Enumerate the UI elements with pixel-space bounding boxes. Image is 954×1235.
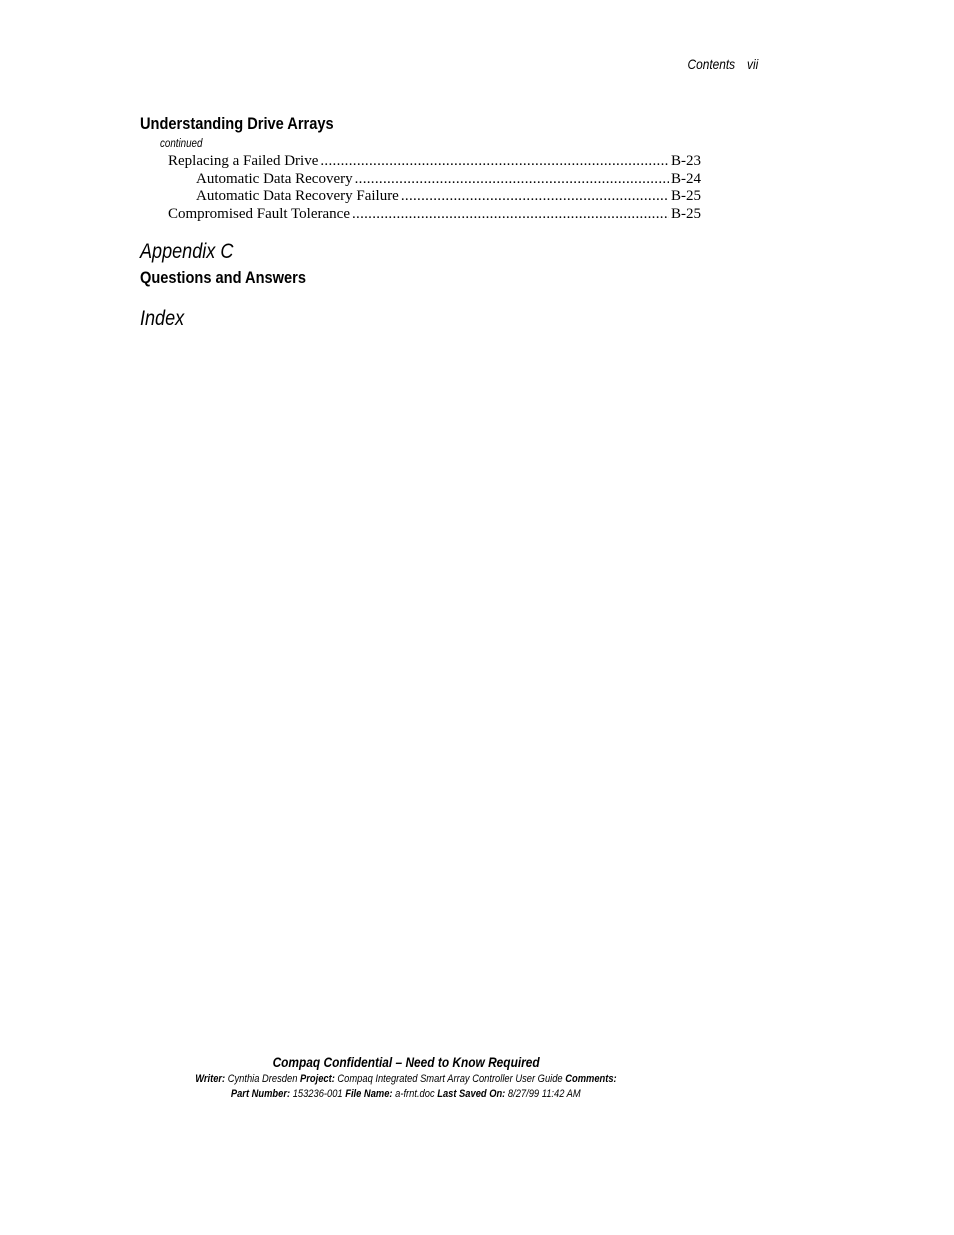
toc-entry-page: B-25 bbox=[671, 188, 701, 204]
toc-entry[interactable] bbox=[0, 188, 954, 206]
section-title: Understanding Drive Arrays bbox=[140, 114, 334, 133]
header-page-number: vii bbox=[746, 56, 758, 72]
footer-writer: Cynthia Dresden bbox=[227, 1073, 298, 1085]
footer-writer-label: Writer: bbox=[195, 1073, 226, 1085]
footer-part-number-label: Part Number: bbox=[231, 1088, 291, 1100]
toc-leader bbox=[352, 206, 669, 224]
toc-entry[interactable] bbox=[0, 206, 954, 224]
footer-confidential bbox=[0, 1054, 812, 1070]
toc-leader bbox=[355, 171, 669, 189]
toc-entry-text: Compromised Fault Tolerance bbox=[168, 205, 350, 222]
footer-line-1 bbox=[0, 1073, 812, 1085]
footer-project-label: Project: bbox=[300, 1073, 335, 1085]
footer-line-2 bbox=[0, 1088, 812, 1100]
footer-part-number: 153236-001 bbox=[292, 1088, 343, 1100]
toc-entry-page: B-23 bbox=[671, 153, 701, 169]
toc-entry-text: Automatic Data Recovery Failure bbox=[196, 188, 399, 204]
footer-last-saved: 8/27/99 11:42 AM bbox=[508, 1088, 581, 1100]
index-label: Index bbox=[140, 307, 185, 330]
continued-label: continued bbox=[160, 138, 203, 150]
toc-entry-page: B-25 bbox=[671, 205, 701, 222]
footer-file-name: a-frnt.doc bbox=[395, 1088, 435, 1100]
appendix-title: Questions and Answers bbox=[140, 268, 307, 287]
toc-entry-text: Replacing a Failed Drive bbox=[168, 153, 319, 169]
running-header bbox=[687, 56, 758, 72]
toc-entry-page: B-24 bbox=[671, 170, 701, 187]
toc-leader bbox=[320, 153, 669, 171]
footer-file-name-label: File Name: bbox=[345, 1088, 393, 1100]
toc-leader bbox=[401, 188, 669, 206]
toc-entry-text: Automatic Data Recovery bbox=[196, 170, 353, 187]
toc-entry[interactable] bbox=[0, 153, 954, 171]
toc-list bbox=[0, 153, 954, 223]
toc-entry[interactable] bbox=[0, 171, 954, 189]
header-section: Contents bbox=[687, 56, 735, 72]
footer-last-saved-label: Last Saved On: bbox=[437, 1088, 506, 1100]
footer-confidential-text: Compaq Confidential – Need to Know Required bbox=[272, 1054, 540, 1070]
appendix-label: Appendix C bbox=[140, 240, 234, 263]
footer-project: Compaq Integrated Smart Array Controller User Guide bbox=[337, 1073, 563, 1085]
footer-comments-label: Comments: bbox=[565, 1073, 617, 1085]
